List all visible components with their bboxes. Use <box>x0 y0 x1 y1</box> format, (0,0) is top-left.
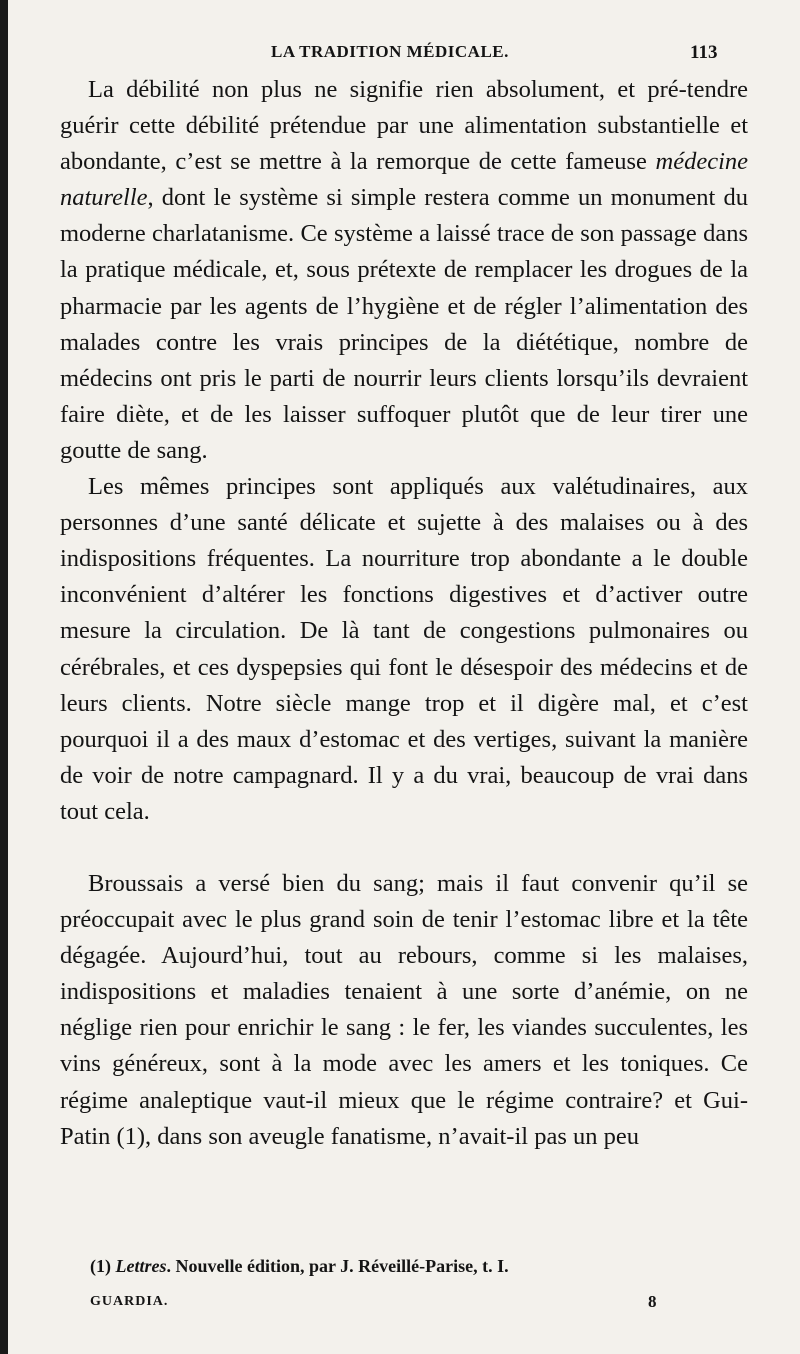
paragraph-3: Broussais a versé bien du sang; mais il faut convenir qu’il se préoccupait avec le plus grand soin de tenir l’estomac libre et la tête dégagée. Aujourd’hui, tout au rebours, comme si les malaises, indispositions et maladies tenaient à une sorte d’anémie, on ne néglige rien pour enrichir le sang : le fer, les viandes succulentes, les vins généreux, sont à la mode avec les amers et les toniques. Ce régime analeptique vaut-il mieux que le régime contraire? et Gui-Patin (1), dans son aveugle fanatisme, n’avait-il pas un peu <box>60 869 748 1150</box>
paragraph-1 <box>60 72 748 469</box>
paragraph-1-italic: médecine naturelle <box>60 148 748 212</box>
paragraph-1-end: , dont le système si simple restera comme un monument du moderne charlatanisme. Ce système a laissé trace de son passage dans la pratique médicale, et, sous prétexte de remplacer les drogues de la pharmacie par les agents de l’hygiène et de régler l’alimentation des malades contre les vrais principes de la diététique, nombre de médecins ont pris le parti de nourrir leurs clients lorsqu’ils devraient faire diète, et de les laisser suffoquer plutôt que de leur tirer une goutte de sang. <box>60 184 748 464</box>
paragraph-1-start: La débilité non plus ne signifie rien absolument, et pré-tendre guérir cette débilité prétendue par une alimentation substantielle et abondante, c’est se mettre à la remorque de cette fameuse <box>60 76 748 176</box>
page-header <box>8 42 800 66</box>
body-text <box>60 72 748 1155</box>
running-title: LA TRADITION MÉDICALE. <box>271 42 509 61</box>
footnote-title: Lettres <box>115 1256 167 1276</box>
sheet-number: 8 <box>648 1292 657 1311</box>
paragraph-2: Les mêmes principes sont appliqués aux valétudinaires, aux personnes d’une santé délicate et sujette à des malaises ou à des indispositions fréquentes. La nourriture trop abondante a le double inconvénient d’altérer les fonctions digestives et d’activer outre mesure la circulation. De là tant de congestions pulmonaires ou cérébrales, et ces dyspepsies qui font le désespoir des médecins et de leurs clients. Notre siècle mange trop et il digère mal, et c’est pourquoi il a des maux d’estomac et des vertiges, suivant la manière de voir de notre campagnard. Il y a du vrai, beaucoup de vrai dans tout cela. <box>60 473 748 825</box>
printer-signature: GUARDIA. <box>90 1294 169 1309</box>
footnote <box>90 1256 509 1277</box>
footnote-text: . Nouvelle édition, par J. Réveillé-Parise, t. I. <box>166 1256 509 1276</box>
footnote-mark: (1) <box>90 1256 111 1276</box>
book-page <box>8 0 800 1354</box>
page-number: 113 <box>690 42 718 63</box>
